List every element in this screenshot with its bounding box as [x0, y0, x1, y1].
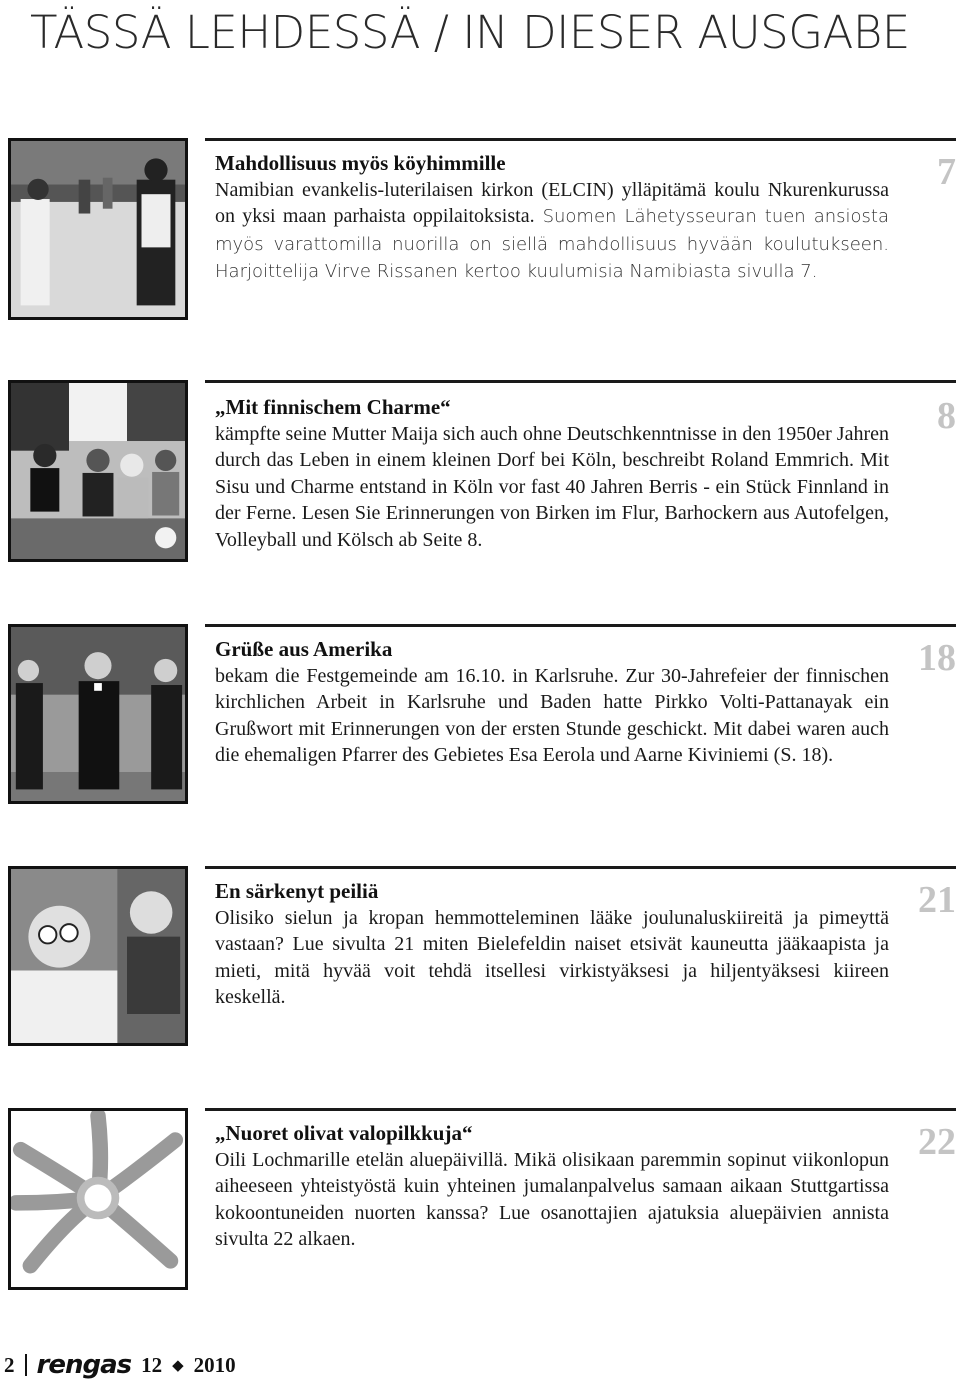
article-photo [8, 624, 188, 804]
article-heading: Grüße aus Amerika [215, 637, 393, 661]
article-photo [8, 380, 188, 562]
footer-issue: 12 [141, 1352, 163, 1377]
article-body-continued: Suomen Lähetysseuran tuen ansiosta myös varattomilla nuorilla on siellä mahdollisuus hyvään koulutukseen. Harjoittelija Virve Rissanen kertoo kuulumisia Namibiasta sivulla 7. [215, 206, 890, 282]
article-body: Namibian evankelis-luterilaisen kirkon (ELCIN) ylläpitämä koulu Nkurenkurussa on yksi maan parhaista oppilaitoksista. [215, 178, 889, 227]
footer-year: 2010 [193, 1352, 236, 1377]
page-number: 18 [918, 637, 956, 679]
article-photo [8, 138, 188, 320]
footer-divider [25, 1354, 27, 1376]
rengas-logo: rengas [36, 1350, 132, 1380]
article-heading: „Mit finnischem Charme“ [215, 395, 451, 419]
footer-page-number: 2 [4, 1352, 15, 1377]
article-heading: „Nuoret olivat valopilkkuja“ [215, 1121, 473, 1145]
article-heading: Mahdollisuus myös köyhimmille [215, 151, 506, 175]
article-body: kämpfte seine Mutter Maija sich auch ohne Deutschkenntnisse in den 1950er Jahren durch das Leben in einem kleinen Dorf bei Köln, beschreibt Roland Emmrich. Mit Sisu und Charme entstand in Köln vor fast 40 Jahren Berris - ein Stück Finnland in der Ferne. Lesen Sie Erinnerungen von Birken im Flur, Barhockern aus Autofelgen, Volleyball und Kölsch ab Seite 8. [215, 422, 889, 551]
page-number: 21 [918, 879, 956, 921]
page-number: 7 [937, 151, 956, 193]
page-footer [4, 1352, 236, 1378]
article-body: bekam die Festgemeinde am 16.10. in Karlsruhe. Zur 30-Jahrefeier der finnischen kirchlichen Arbeit in Karlsruhe und Baden hatte Pirkko Volti-Pattanayak ein Grußwort mit Erinnerungen von der ersten Stunde geschickt. Mit dabei waren auch die ehemaligen Pfarrer des Gebietes Esa Eerola und Aarne Kiviniemi (S. 18). [215, 664, 889, 766]
page-number: 22 [918, 1121, 956, 1163]
article-body: Oili Lochmarille etelän aluepäivillä. Mikä olisikaan paremmin sopinut viikonlopun aiheeseen yhteistyöstä kuin yhteinen jumalanpalvelus samaan aikaan Stuttgartissa kokoontuneiden nuorten kanssa? Lue osanottajien ajatuksia aluepäivien annista sivulta 22 alkaen. [215, 1148, 889, 1250]
article-photo [8, 1108, 188, 1290]
diamond-icon: ◆ [172, 1357, 184, 1374]
article-body: Olisiko sielun ja kropan hemmotteleminen lääke joulunaluskiireitä ja pimeyttä vastaan? Lue sivulta 21 miten Bielefeldin naiset etsivät kauneutta jääkaapista ja mieti, mitä hyvää voit tehdä itsellesi virkistyäksesi ja hiljentyäksesi kiireen keskellä. [215, 906, 889, 1008]
article-photo [8, 866, 188, 1046]
page-title: TÄSSÄ LEHDESSÄ / IN DIESER AUSGABE [30, 6, 910, 59]
article-heading: En särkenyt peiliä [215, 879, 379, 903]
page-number: 8 [937, 395, 956, 437]
